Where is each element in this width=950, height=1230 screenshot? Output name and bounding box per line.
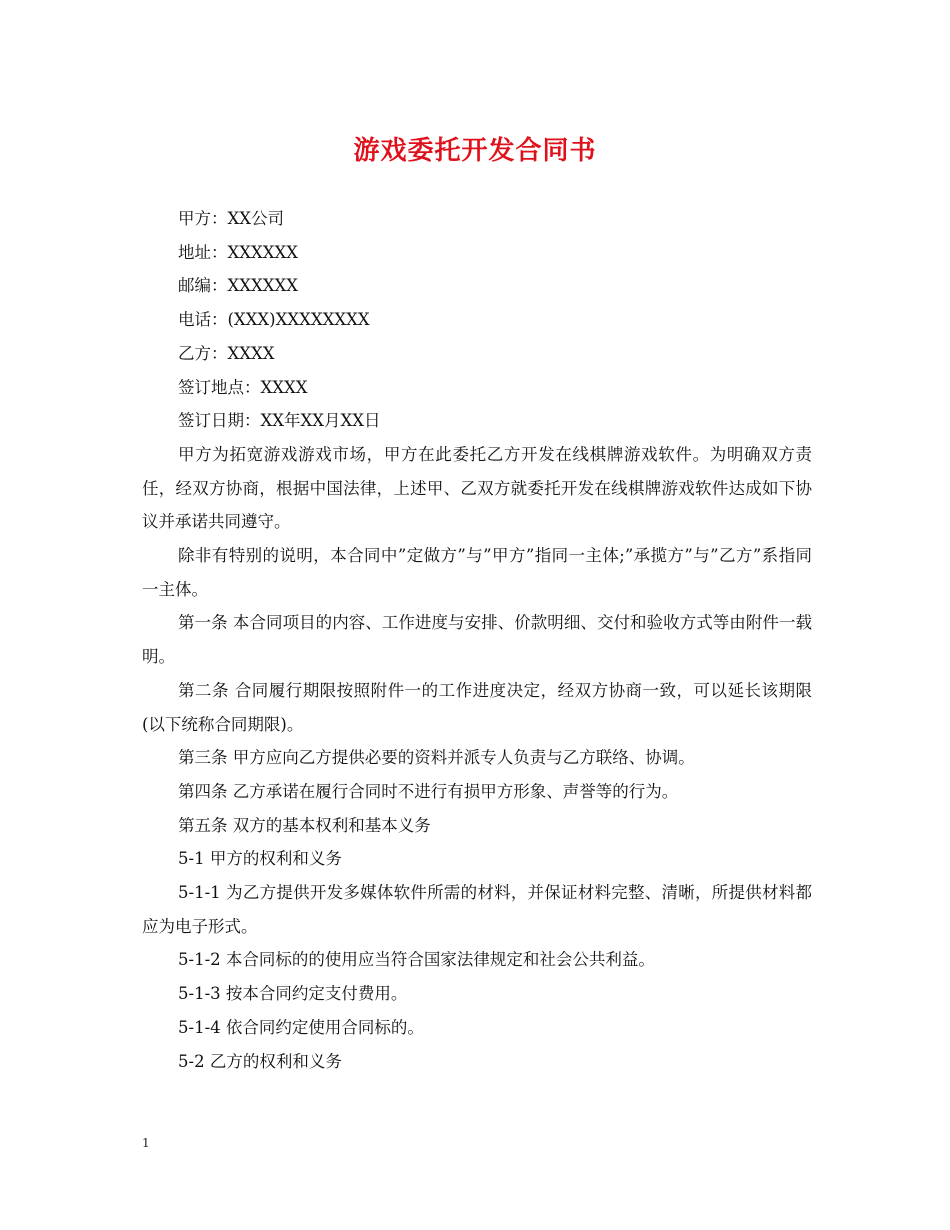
section-5-1: 5-1 甲方的权利和义务: [178, 849, 342, 869]
section-5-2: 5-2 乙方的权利和义务: [178, 1051, 342, 1071]
article-4: 第四条 乙方承诺在履行合同时不进行有损甲方形象、声誉等的行为。: [178, 781, 679, 801]
address: 地址：XXXXXX: [178, 242, 298, 262]
document-body: [142, 202, 812, 1078]
definitions-paragraph: 除非有特别的说明，本合同中”定做方”与”甲方”指同一主体;”承揽方”与”乙方”系指同一主体。: [142, 546, 812, 599]
document-title: 游戏委托开发合同书: [353, 136, 597, 166]
section-5-1-3: 5-1-3 按本合同约定支付费用。: [178, 984, 408, 1004]
phone: 电话：(XXX)XXXXXXXX: [178, 310, 370, 330]
section-5-1-4: 5-1-4 依合同约定使用合同标的。: [178, 1017, 424, 1037]
party-a: 甲方：XX公司: [178, 209, 284, 228]
section-5-1-1: 5-1-1 为乙方提供开发多媒体软件所需的材料，并保证材料完整、清晰，所提供材料都应为电子形式。: [142, 883, 812, 936]
signing-date: 签订日期：XX年XX月XX日: [178, 411, 381, 431]
postcode: 邮编：XXXXXX: [178, 276, 298, 296]
article-3: 第三条 甲方应向乙方提供必要的资料并派专人负责与乙方联络、协调。: [178, 748, 695, 768]
article-2: 第二条 合同履行期限按照附件一的工作进度决定，经双方协商一致，可以延长该期限(以下统称合同期限)。: [142, 680, 812, 734]
section-5-1-2: 5-1-2 本合同标的的使用应当符合国家法律规定和社会公共利益。: [178, 950, 655, 970]
article-5: 第五条 双方的基本权利和基本义务: [178, 815, 431, 835]
page-number: 1: [142, 1136, 150, 1150]
party-b: 乙方：XXXX: [178, 343, 275, 363]
signing-place: 签订地点：XXXX: [178, 377, 308, 397]
preamble-paragraph: 甲方为拓宽游戏游戏市场，甲方在此委托乙方开发在线棋牌游戏软件。为明确双方责任，经双方协商，根据中国法律，上述甲、乙双方就委托开发在线棋牌游戏软件达成如下协议并承诺共同遵守。: [142, 444, 812, 532]
article-1: 第一条 本合同项目的内容、工作进度与安排、价款明细、交付和验收方式等由附件一载明。: [142, 613, 812, 667]
